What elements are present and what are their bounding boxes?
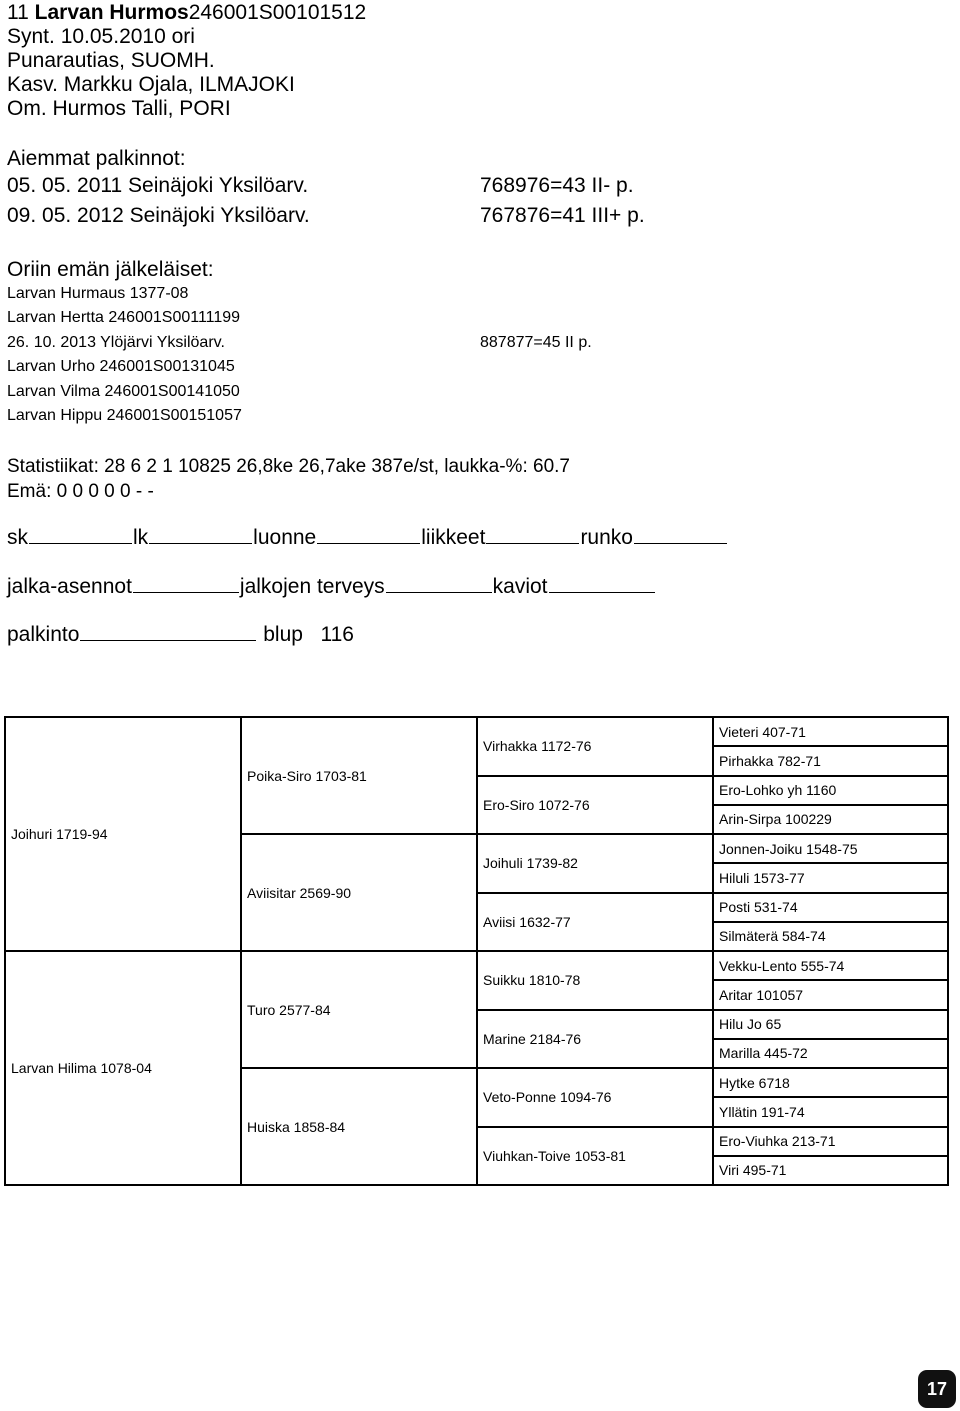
stats-line: Statistiikat: 28 6 2 1 10825 26,8ke 26,7ake 387e/st, laukka-%: 60.7 [7, 456, 570, 477]
kaviot-label: kaviot [492, 575, 548, 598]
evaluation-row-3 [7, 623, 354, 647]
offspring-2-score: 887877=45 II p. [480, 334, 592, 351]
pedigree-g4: Silmäterä 584-74 [713, 922, 948, 951]
jalkojen-terveys-label: jalkojen terveys [239, 575, 385, 598]
lk-blank[interactable] [149, 543, 252, 544]
runko-blank[interactable] [634, 543, 727, 544]
lk-label: lk [133, 526, 149, 549]
pedigree-g4: Jonnen-Joiku 1548-75 [713, 834, 948, 863]
pedigree-g2: Turo 2577-84 [241, 951, 477, 1068]
pedigree-g2: Poika-Siro 1703-81 [241, 717, 477, 834]
entry-number: 11 [7, 1, 29, 24]
pedigree-g4: Ero-Lohko yh 1160 [713, 776, 948, 805]
pedigree-g3: Ero-Siro 1072-76 [477, 776, 713, 835]
jalkojen-terveys-blank[interactable] [386, 592, 492, 593]
jalka-asennot-blank[interactable] [133, 592, 239, 593]
pedigree-g3: Marine 2184-76 [477, 1010, 713, 1069]
luonne-label: luonne [253, 526, 317, 549]
pedigree-g4: Hytke 6718 [713, 1068, 948, 1097]
pedigree-g4: Vieteri 407-71 [713, 717, 948, 746]
offspring-2: Larvan Hertta 246001S00111199 [7, 309, 241, 326]
kaviot-blank[interactable] [549, 592, 655, 593]
evaluation-row-1 [7, 526, 728, 550]
pedigree-g3: Veto-Ponne 1094-76 [477, 1068, 713, 1127]
pedigree-g4: Hilu Jo 65 [713, 1010, 948, 1039]
pedigree-g4: Aritar 101057 [713, 980, 948, 1009]
pedigree-g3: Joihuli 1739-82 [477, 834, 713, 893]
pedigree-g3: Aviisi 1632-77 [477, 893, 713, 952]
pedigree-g4: Posti 531-74 [713, 893, 948, 922]
pedigree-g4: Hiluli 1573-77 [713, 863, 948, 892]
sk-label: sk [7, 526, 28, 549]
offspring-heading: Oriin emän jälkeläiset: [7, 258, 214, 281]
palkinto-label: palkinto [7, 623, 80, 646]
prize-date-2: 09. 05. 2012 Seinäjoki Yksilöarv. [7, 204, 310, 227]
offspring-1: Larvan Hurmaus 1377-08 [7, 285, 189, 302]
horse-reg: 246001S00101512 [188, 1, 367, 24]
liikkeet-blank[interactable] [486, 543, 579, 544]
pedigree-g2: Aviisitar 2569-90 [241, 834, 477, 951]
color-info: Punarautias, SUOMH. [7, 49, 215, 72]
pedigree-g2: Huiska 1858-84 [241, 1068, 477, 1185]
page-number-badge: 17 [918, 1370, 956, 1408]
blup-value: 116 [320, 623, 354, 646]
pedigree-g4: Viri 495-71 [713, 1156, 948, 1185]
palkinto-blank[interactable] [80, 640, 256, 641]
pedigree-g4: Yllätin 191-74 [713, 1097, 948, 1126]
horse-title [7, 1, 366, 25]
pedigree-g4: Arin-Sirpa 100229 [713, 805, 948, 834]
offspring-2-date: 26. 10. 2013 Ylöjärvi Yksilöarv. [7, 334, 225, 351]
blup-label: blup [263, 623, 303, 646]
pedigree-g3: Viuhkan-Toive 1053-81 [477, 1127, 713, 1186]
offspring-4: Larvan Vilma 246001S00141050 [7, 383, 240, 400]
pedigree-table [4, 716, 949, 1186]
pedigree-g3: Virhakka 1172-76 [477, 717, 713, 776]
runko-label: runko [580, 526, 633, 549]
owner-info: Om. Hurmos Talli, PORI [7, 97, 231, 120]
prize-score-2: 767876=41 III+ p. [480, 204, 645, 227]
birth-info: Synt. 10.05.2010 ori [7, 25, 195, 48]
pedigree-g4: Ero-Viuhka 213-71 [713, 1127, 948, 1156]
sk-blank[interactable] [29, 543, 132, 544]
horse-name: Larvan Hurmos [34, 1, 189, 24]
offspring-5: Larvan Hippu 246001S00151057 [7, 407, 242, 424]
pedigree-dam: Larvan Hilima 1078-04 [5, 951, 241, 1185]
prize-date-1: 05. 05. 2011 Seinäjoki Yksilöarv. [7, 174, 309, 197]
evaluation-row-2 [7, 575, 656, 599]
breeder-info: Kasv. Markku Ojala, ILMAJOKI [7, 73, 295, 96]
liikkeet-label: liikkeet [421, 526, 486, 549]
pedigree-g4: Pirhakka 782-71 [713, 746, 948, 775]
pedigree-sire: Joihuri 1719-94 [5, 717, 241, 951]
pedigree-g4: Vekku-Lento 555-74 [713, 951, 948, 980]
pedigree-g4: Marilla 445-72 [713, 1039, 948, 1068]
offspring-3: Larvan Urho 246001S00131045 [7, 358, 235, 375]
prizes-heading: Aiemmat palkinnot: [7, 147, 186, 170]
dam-stats-line: Emä: 0 0 0 0 0 - - [7, 481, 154, 502]
prize-score-1: 768976=43 II- p. [480, 174, 634, 197]
luonne-blank[interactable] [317, 543, 420, 544]
pedigree-g3: Suikku 1810-78 [477, 951, 713, 1010]
jalka-asennot-label: jalka-asennot [7, 575, 132, 598]
